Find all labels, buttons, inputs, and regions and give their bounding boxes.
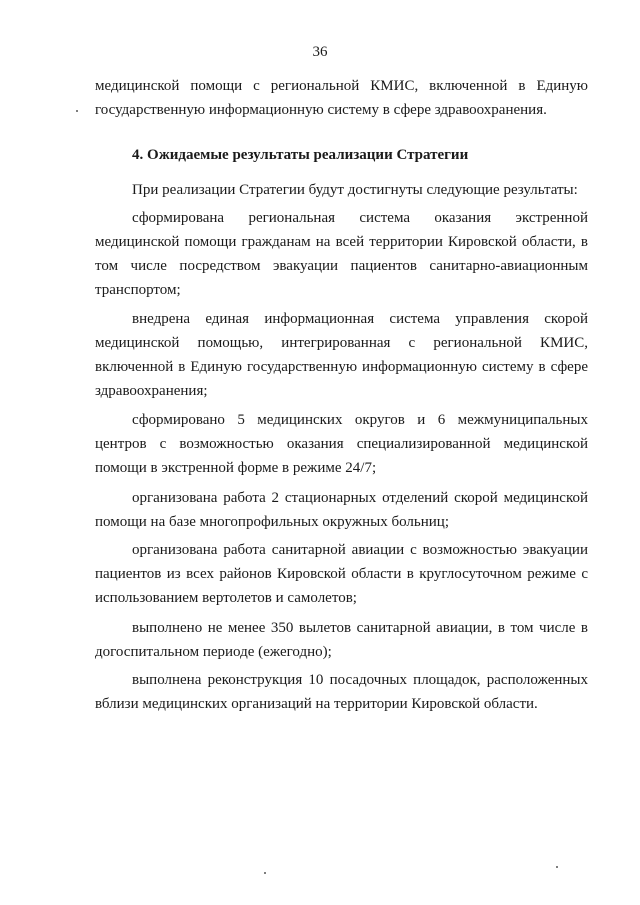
results-lead-text: При реализации Стратегии будут достигнуты следующие результаты: [132,182,578,198]
result-item-text: сформирована региональная система оказания экстренной медицинской помощи гражданам на всей территории Кировской области, в том числе посредством эвакуации пациентов санитарно-авиационным транспортом; [95,210,588,298]
result-item-text: организована работа санитарной авиации с возможностью эвакуации пациентов из всех районов Кировской области в круглосуточном режиме с использованием вертолетов и самолетов; [95,542,588,606]
result-item-text: сформировано 5 медицинских округов и 6 межмуниципальных центров с возможностью оказания специализированной медицинской помощи в экстренной форме в режиме 24/7; [95,412,588,476]
result-item-5 [95,538,588,610]
result-item-text: внедрена единая информационная система управления скорой медицинской помощью, интегрированная с региональной КМИС, включенной в Единую государственную информационную систему в сфере здравоохранения; [95,311,588,399]
result-item-6 [95,616,588,664]
scan-speck [76,110,78,112]
page-number: 36 [312,44,328,60]
result-item-text: выполнено не менее 350 вылетов санитарной авиации, в том числе в догоспитальном периоде (ежегодно); [95,620,588,660]
result-item-4 [95,486,588,534]
section-heading: 4. Ожидаемые результаты реализации Стратегии [132,147,469,163]
result-item-7 [95,668,588,716]
result-item-text: выполнена реконструкция 10 посадочных площадок, расположенных вблизи медицинских организаций на территории Кировской области. [95,672,588,712]
result-item-3 [95,408,588,480]
intro-paragraph [95,74,588,122]
intro-text: медицинской помощи с региональной КМИС, включенной в Единую государственную информационную систему в сфере здравоохранения. [95,78,588,118]
results-lead [95,178,588,202]
result-item-text: организована работа 2 стационарных отделений скорой медицинской помощи на базе многопрофильных окружных больниц; [95,490,588,530]
scan-speck [264,872,266,874]
result-item-1 [95,206,588,302]
scan-speck [556,866,558,868]
result-item-2 [95,307,588,403]
